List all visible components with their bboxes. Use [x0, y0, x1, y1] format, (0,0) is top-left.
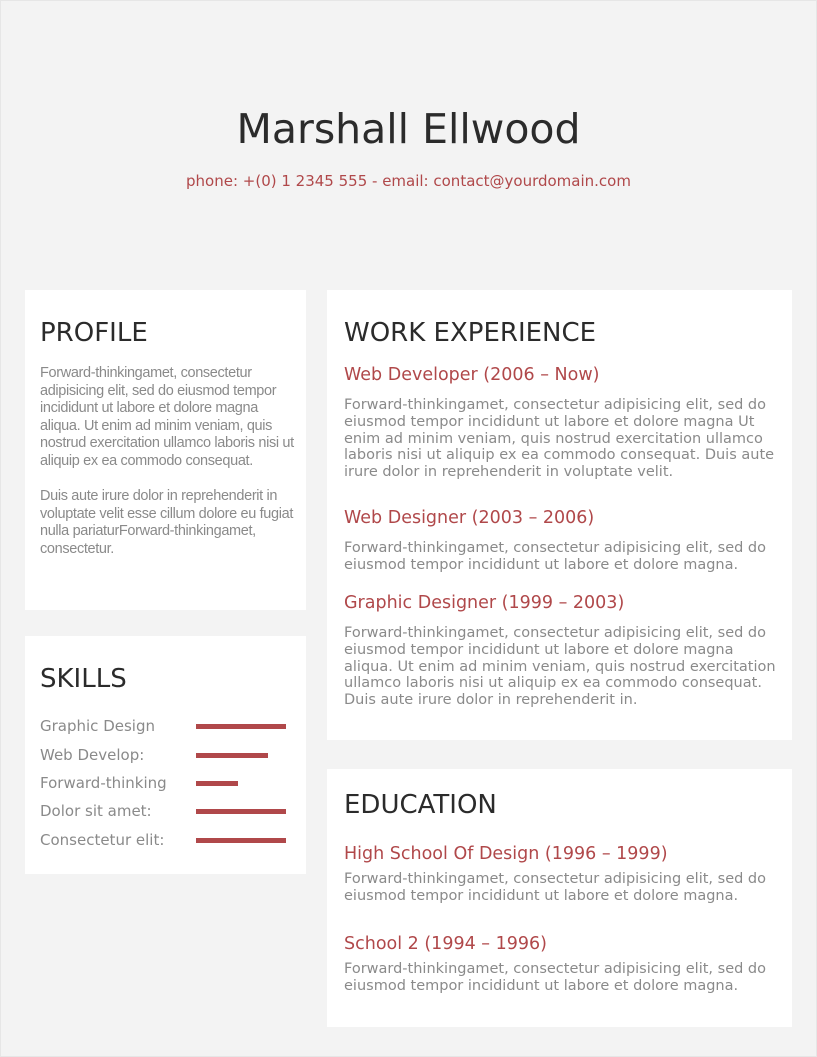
profile-heading: PROFILE [40, 318, 148, 348]
job-description: Forward-thinkingamet, consectetur adipisicing elit, sed do eiusmod tempor incididunt ut labore et dolore magna aliqua. Ut enim ad minim veniam, quis nostrud exercitation ullamco laboris nisi ut aliquip ex ea commodo consequat. Duis aute irure dolor in reprehenderit in. [344, 625, 776, 709]
skill-row [40, 773, 300, 793]
job-title: Graphic Designer (1999 – 2003) [344, 593, 625, 613]
profile-paragraph: Forward-thinkingamet, consectetur adipisicing elit, sed do eiusmod tempor incididunt ut labore et dolore magna aliqua. Ut enim ad minim veniam, quis nostrud exercitation ullamco laboris nisi ut aliquip ex ea commodo consequat. [40, 365, 294, 469]
skill-label: Web Develop: [40, 746, 145, 764]
profile-text [40, 365, 295, 576]
skill-level-bar [196, 838, 286, 843]
skill-row [40, 716, 300, 736]
work-experience-heading: WORK EXPERIENCE [344, 318, 597, 348]
school-title: School 2 (1994 – 1996) [344, 934, 547, 954]
skill-row [40, 830, 300, 850]
skill-level-bar [196, 724, 286, 729]
skill-label: Forward-thinking [40, 774, 167, 792]
candidate-name: Marshall Ellwood [236, 105, 581, 153]
skill-label: Dolor sit amet: [40, 802, 152, 820]
skill-level-bar [196, 781, 238, 786]
contact-line: phone: +(0) 1 2345 555 - email: contact@yourdomain.com [186, 172, 631, 190]
skill-row [40, 745, 300, 765]
profile-paragraph: Duis aute irure dolor in reprehenderit in voluptate velit esse cillum dolore eu fugiat nulla pariaturForward-thinkingamet, consectetur. [40, 488, 293, 557]
job-description: Forward-thinkingamet, consectetur adipisicing elit, sed do eiusmod tempor incididunt ut labore et dolore magna Ut enim ad minim veniam, quis nostrud exercitation ullamco laboris nisi ut aliquip ex ea commodo consequat. Duis aute irure dolor in reprehenderit in voluptate velit. [344, 397, 775, 481]
school-description: Forward-thinkingamet, consectetur adipisicing elit, sed do eiusmod tempor incididunt ut labore et dolore magna. [344, 871, 767, 904]
job-description: Forward-thinkingamet, consectetur adipisicing elit, sed do eiusmod tempor incididunt ut labore et dolore magna. [344, 540, 767, 573]
profile-card [25, 290, 306, 610]
job-title: Web Designer (2003 – 2006) [344, 508, 595, 528]
education-heading: EDUCATION [344, 790, 497, 820]
skill-level-bar [196, 809, 286, 814]
skill-label: Graphic Design [40, 717, 155, 735]
skill-label: Consectetur elit: [40, 831, 165, 849]
school-description: Forward-thinkingamet, consectetur adipisicing elit, sed do eiusmod tempor incididunt ut labore et dolore magna. [344, 961, 767, 994]
skills-heading: SKILLS [40, 664, 127, 694]
school-title: High School Of Design (1996 – 1999) [344, 844, 668, 864]
job-title: Web Developer (2006 – Now) [344, 365, 600, 385]
skill-row [40, 801, 300, 821]
skill-level-bar [196, 753, 268, 758]
work-experience-card [327, 290, 792, 740]
skills-card [25, 636, 306, 874]
education-card [327, 769, 792, 1027]
